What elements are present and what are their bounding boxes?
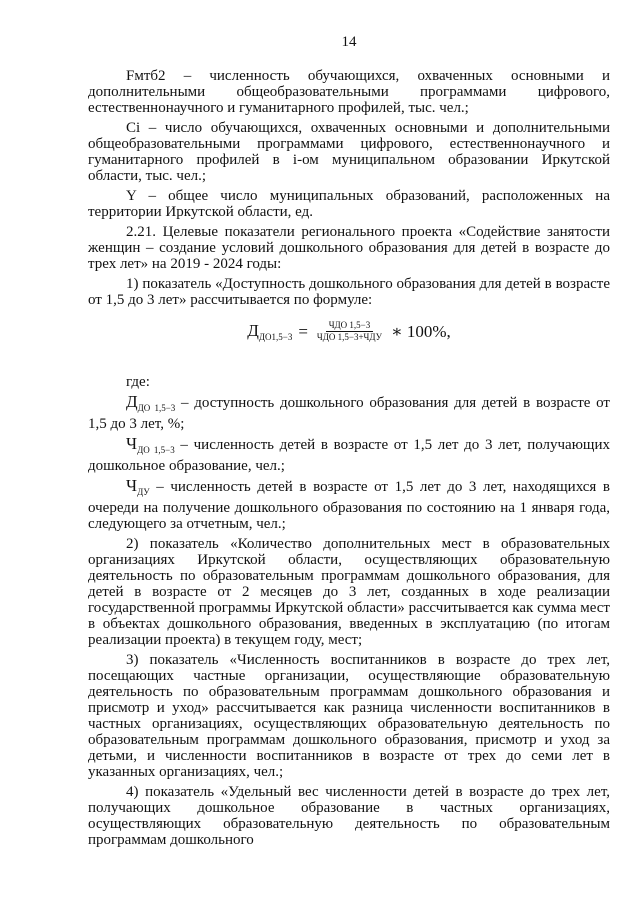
formula <box>88 320 610 364</box>
formula-denominator: ЧДО 1,5−3+ЧДУ <box>316 332 383 342</box>
formula-lhs: $Д_{ДО1,5-3}$ <box>247 321 293 342</box>
formula-equals: = <box>298 321 308 341</box>
paragraph-indicator-1: 1) показатель «Доступность дошкольного образования для детей в возрасте от 1,5 до 3 лет» рассчитывается по формуле: <box>88 276 610 308</box>
paragraph-ci: Ci – число обучающихся, охваченных основными и дополнительными общеобразовательными программами цифрового, естественнонаучного и гуманитарного профилей в i-ом муниципальном образовании Иркутской области, тыс. чел.; <box>88 120 610 184</box>
definition-2: $Ч_{ДО 1,5-3}$ – численность детей в возрасте от 1,5 лет до 3 лет, получающих дошкольное образование, чел.; <box>88 434 611 474</box>
paragraph-y: Y – общее число муниципальных образований, расположенных на территории Иркутской области, ед. <box>88 188 610 220</box>
paragraph-indicator-4: 4) показатель «Удельный вес численности детей в возрасте до трех лет, получающих дошкольное образование в частных организациях, осуществляющих образовательную деятельность по образовательным программам дошкольного <box>88 784 610 848</box>
where-label: где: <box>126 374 150 390</box>
formula-fraction <box>314 320 385 343</box>
paragraph-indicator-3: 3) показатель «Численность воспитанников в возрасте до трех лет, посещающих частные организации, осуществляющие образовательную деятельность по образовательным программам дошкольного образования и присмотр и уход» рассчитывается как разница численности воспитанников в частных организациях, осуществляющих образовательную деятельность по образовательным программам дошкольного образования, присмотр и уход за детьми, и численности воспитанников в возрасте от трех до семи лет в указанных организациях, чел.; <box>88 652 610 780</box>
paragraph-fmtb2: Fмтб2 – численность обучающихся, охваченных основными и дополнительными общеобразовательными программами цифрового, естественнонаучного и гуманитарного профилей, тыс. чел.; <box>88 68 610 116</box>
formula-rest: ∗ 100%, <box>391 321 451 341</box>
definition-1: $Д_{ДО 1,5-3}$ – доступность дошкольного образования для детей в возрасте от 1,5 до 3 лет, %; <box>88 392 610 432</box>
paragraph-indicator-2: 2) показатель «Количество дополнительных мест в образовательных организациях Иркутской области, осуществляющих образовательную деятельность по образовательным программам дошкольного образования, для детей в возрасте от 2 месяцев до 3 лет, созданных в ходе реализации государственной программы Иркутской области» рассчитывается как сумма мест в объектах дошкольного образования, введенных в эксплуатацию (по итогам реализации проекта) в текущем году, мест; <box>88 536 610 648</box>
definition-3: $Ч_{ДУ}$ – численность детей в возрасте от 1,5 лет до 3 лет, находящихся в очереди на получение дошкольного образования по состоянию на 1 января года, следующего за отчетным, чел.; <box>88 476 610 532</box>
paragraph-2-21: 2.21. Целевые показатели регионального проекта «Содействие занятости женщин – создание условий дошкольного образования для детей в возрасте до трех лет» на 2019 - 2024 годы: <box>88 224 610 272</box>
page-number: 14 <box>341 34 357 50</box>
formula-numerator: Ч​ДО 1,5−3 <box>326 320 374 332</box>
